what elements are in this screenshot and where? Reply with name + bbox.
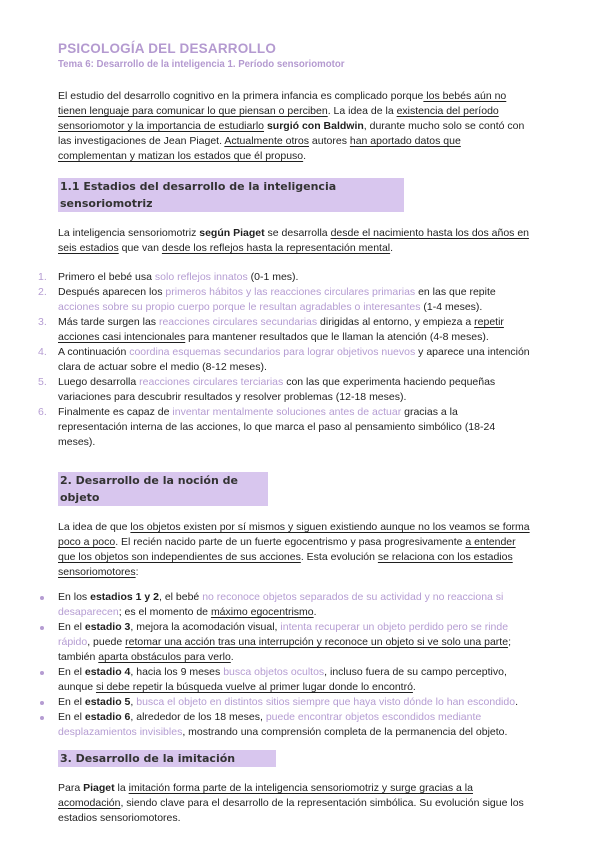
section3-paragraph: Para Piaget la imitación forma parte de la inteligencia sensoriomotriz y surge gracias a la acomodación, siendo clave para el desarrollo de la representación simbólica. Su evolución sigue los estadios sensoriomotores. xyxy=(58,782,524,824)
object-stages-list xyxy=(58,590,530,740)
section2-paragraph: La idea de que los objetos existen por sí mismos y siguen existiendo aunque no los veamos se forma poco a poco. El recién nacido parte de un fuerte egocentrismo y pasa progresivamente a entender que los objetos son independientes de sus acciones. Esta evolución se relaciona con los estadios sensoriomotores: xyxy=(58,521,530,578)
list-item: 1. Primero el bebé usa solo reflejos innatos (0-1 mes). xyxy=(38,271,299,283)
intro-paragraph: El estudio del desarrollo cognitivo en la primera infancia es complicado porque los bebés aún no tienen lenguaje para comunicar lo que piensan o perciben. La idea de la existencia del período sensoriomotor y la importancia de estudiarlo surgió con Baldwin, durante mucho solo se contó con las investigaciones de Jean Piaget. Actualmente otros autores han aportado datos que complementan y matizan los estados que él propuso. xyxy=(58,90,525,162)
list-item: En el estadio 3, mejora la acomodación visual, intenta recuperar un objeto perdido pero se rinde rápido, puede retomar una acción tras una interrupción y reconoce un objeto si ve solo una parte; también aparta obstáculos para verlo. xyxy=(58,620,530,665)
bullet-icon xyxy=(40,626,44,630)
section-heading-3: 3. Desarrollo de la imitación xyxy=(58,750,276,767)
bullet-icon xyxy=(40,671,44,675)
document-subtitle: Tema 6: Desarrollo de la inteligencia 1. Período sensoriomotor xyxy=(58,58,345,70)
document-title: PSICOLOGÍA DEL DESARROLLO xyxy=(58,41,277,56)
list-item: En el estadio 6, alrededor de los 18 meses, puede encontrar objetos escondidos mediante desplazamientos invisibles, mostrando una comprensión completa de la permanencia del objeto. xyxy=(58,710,530,740)
stages-list xyxy=(38,270,530,450)
list-item: En el estadio 4, hacia los 9 meses busca objetos ocultos, incluso fuera de su campo perceptivo, aunque si debe repetir la búsqueda vuelve al primer lugar donde lo encontró. xyxy=(58,665,530,695)
section1-paragraph: La inteligencia sensoriomotriz según Piaget se desarrolla desde el nacimiento hasta los dos años en seis estadios que van desde los reflejos hasta la representación mental. xyxy=(58,227,530,254)
list-item: 5. Luego desarrolla reacciones circulares terciarias con las que experimenta haciendo pequeñas variaciones para descubrir resultados y resolver problemas (12-18 meses). xyxy=(38,376,496,403)
list-item: 3. Más tarde surgen las reacciones circulares secundarias dirigidas al entorno, y empieza a repetir acciones casi intencionales para mantener resultados que le llaman la atención (4-8 meses). xyxy=(38,316,504,343)
list-item: En el estadio 5, busca el objeto en distintos sitios siempre que haya visto dónde lo han escondido. xyxy=(58,695,530,710)
bullet-icon xyxy=(40,596,44,600)
section-heading-1: 1.1 Estadios del desarrollo de la inteligencia sensoriomotriz xyxy=(58,178,404,212)
list-item: En los estadios 1 y 2, el bebé no reconoce objetos separados de su actividad y no reacciona si desaparecen; es el momento de máximo egocentrismo. xyxy=(58,590,530,620)
list-item: 6. Finalmente es capaz de inventar mentalmente soluciones antes de actuar gracias a la representación interna de las acciones, lo que marca el paso al pensamiento simbólico (18-24 meses). xyxy=(38,406,496,448)
section-heading-2: 2. Desarrollo de la noción de objeto xyxy=(58,472,268,506)
bullet-icon xyxy=(40,701,44,705)
list-item: 4. A continuación coordina esquemas secundarios para lograr objetivos nuevos y aparece una intención clara de actuar sobre el medio (8-12 meses). xyxy=(38,346,530,373)
list-item: 2. Después aparecen los primeros hábitos y las reacciones circulares primarias en las que repite acciones sobre su propio cuerpo porque le resultan agradables o interesantes (1-4 meses). xyxy=(38,286,496,313)
bullet-icon xyxy=(40,716,44,720)
